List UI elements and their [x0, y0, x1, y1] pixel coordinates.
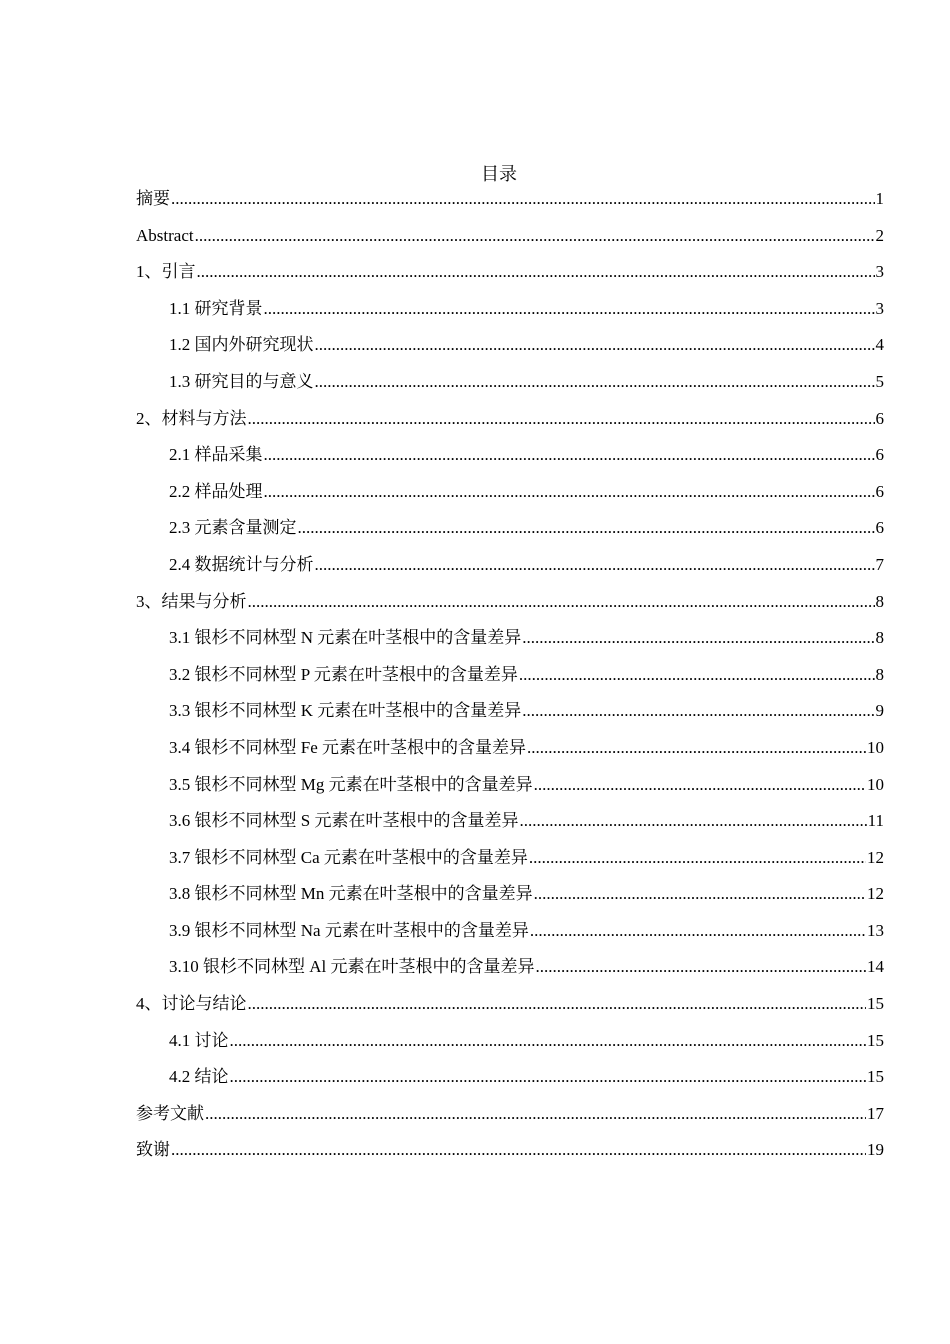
toc-entry-label: 4.2 结论 — [169, 1067, 229, 1087]
toc-entry[interactable] — [136, 370, 884, 407]
toc-entry-label: 3.5 银杉不同林型 Mg 元素在叶茎根中的含量差异 — [169, 774, 533, 794]
toc-entry[interactable] — [136, 773, 884, 810]
dot-leader — [315, 553, 875, 577]
dot-leader — [315, 370, 875, 394]
toc-entry-page-number: 17 — [867, 1103, 884, 1123]
dot-leader — [195, 224, 875, 248]
toc-entry[interactable] — [136, 1029, 884, 1066]
toc-entry[interactable] — [136, 1138, 884, 1175]
toc-entry-page-number: 14 — [867, 957, 884, 977]
dot-leader — [264, 297, 875, 321]
toc-title: 目录 — [481, 164, 517, 184]
toc-entry-page-number: 11 — [867, 811, 884, 831]
toc-entry-label: 1.2 国内外研究现状 — [169, 335, 314, 355]
toc-entry[interactable] — [136, 626, 884, 663]
dot-leader — [298, 516, 875, 540]
dot-leader — [264, 443, 875, 467]
toc-entry-label: 致谢 — [136, 1140, 170, 1160]
toc-entry[interactable] — [136, 699, 884, 736]
toc-entry-page-number: 10 — [867, 774, 884, 794]
dot-leader — [530, 919, 866, 943]
dot-leader — [171, 187, 875, 211]
toc-entry[interactable] — [136, 992, 884, 1029]
toc-entry-label: Abstract — [136, 225, 194, 245]
dot-leader — [230, 1029, 867, 1053]
toc-entry[interactable] — [136, 590, 884, 627]
toc-entry-page-number: 15 — [867, 1067, 884, 1087]
toc-entry[interactable] — [136, 333, 884, 370]
toc-entry[interactable] — [136, 553, 884, 590]
toc-entry-page-number: 13 — [867, 920, 884, 940]
toc-entry[interactable] — [136, 516, 884, 553]
toc-entry-page-number: 2 — [875, 225, 884, 245]
toc-entry-page-number: 8 — [875, 628, 884, 648]
toc-entry-label: 4、讨论与结论 — [136, 994, 247, 1014]
toc-entry-label: 2.2 样品处理 — [169, 481, 263, 501]
toc-entry-page-number: 6 — [875, 518, 884, 538]
toc-entry-label: 1.1 研究背景 — [169, 298, 263, 318]
toc-entry-page-number: 3 — [875, 298, 884, 318]
dot-leader — [519, 809, 866, 833]
toc-entry[interactable] — [136, 736, 884, 773]
toc-entry[interactable] — [136, 955, 884, 992]
toc-entry-label: 4.1 讨论 — [169, 1030, 229, 1050]
dot-leader — [205, 1102, 866, 1126]
toc-entry-page-number: 7 — [875, 554, 884, 574]
toc-entry-label: 3.9 银杉不同林型 Na 元素在叶茎根中的含量差异 — [169, 920, 529, 940]
toc-entry-label: 2.3 元素含量测定 — [169, 518, 297, 538]
dot-leader — [315, 333, 875, 357]
toc-entry[interactable] — [136, 1065, 884, 1102]
dot-leader — [197, 260, 875, 284]
dot-leader — [248, 407, 875, 431]
dot-leader — [536, 955, 867, 979]
toc-entry-label: 1、引言 — [136, 262, 196, 282]
toc-entry[interactable] — [136, 443, 884, 480]
toc-entry-label: 3.4 银杉不同林型 Fe 元素在叶茎根中的含量差异 — [169, 737, 526, 757]
toc-entry-label: 3.6 银杉不同林型 S 元素在叶茎根中的含量差异 — [169, 811, 519, 831]
toc-entry-page-number: 6 — [875, 445, 884, 465]
toc-entry-label: 2.4 数据统计与分析 — [169, 554, 314, 574]
toc-entry-label: 3.7 银杉不同林型 Ca 元素在叶茎根中的含量差异 — [169, 847, 528, 867]
toc-entry[interactable] — [136, 882, 884, 919]
toc-entry[interactable] — [136, 1102, 884, 1139]
toc-entry[interactable] — [136, 663, 884, 700]
toc-entry-page-number: 6 — [875, 481, 884, 501]
toc-entry-label: 参考文献 — [136, 1103, 204, 1123]
dot-leader — [171, 1138, 866, 1162]
dot-leader — [522, 626, 874, 650]
toc-entry-page-number: 1 — [875, 189, 884, 208]
toc-entry-page-number: 3 — [875, 262, 884, 282]
toc-entry[interactable] — [136, 260, 884, 297]
toc-entry-label: 3.3 银杉不同林型 K 元素在叶茎根中的含量差异 — [169, 701, 522, 721]
toc-entry-page-number: 15 — [867, 994, 884, 1014]
toc-entry-page-number: 5 — [875, 371, 884, 391]
dot-leader — [534, 882, 866, 906]
toc-entry-label: 3、结果与分析 — [136, 591, 247, 611]
toc-entry-page-number: 8 — [875, 591, 884, 611]
toc-entry-page-number: 9 — [875, 701, 884, 721]
dot-leader — [522, 699, 874, 723]
toc-entry-page-number: 12 — [867, 847, 884, 867]
toc-entry-page-number: 19 — [867, 1140, 884, 1160]
toc-entry-page-number: 15 — [867, 1030, 884, 1050]
toc-entry[interactable] — [136, 297, 884, 334]
toc-entry[interactable] — [136, 187, 884, 224]
table-of-contents — [136, 187, 884, 1175]
toc-entry-page-number: 6 — [875, 408, 884, 428]
dot-leader — [519, 663, 875, 687]
toc-entry[interactable] — [136, 480, 884, 517]
dot-leader — [527, 736, 866, 760]
toc-entry-page-number: 8 — [875, 664, 884, 684]
dot-leader — [264, 480, 875, 504]
toc-entry-page-number: 4 — [875, 335, 884, 355]
dot-leader — [230, 1065, 867, 1089]
toc-entry[interactable] — [136, 407, 884, 444]
toc-entry-label: 2、材料与方法 — [136, 408, 247, 428]
toc-entry[interactable] — [136, 846, 884, 883]
dot-leader — [529, 846, 866, 870]
toc-entry-label: 2.1 样品采集 — [169, 445, 263, 465]
toc-entry-label: 3.2 银杉不同林型 P 元素在叶茎根中的含量差异 — [169, 664, 518, 684]
toc-entry-page-number: 12 — [867, 884, 884, 904]
toc-entry[interactable] — [136, 224, 884, 261]
toc-entry-label: 3.10 银杉不同林型 Al 元素在叶茎根中的含量差异 — [169, 957, 535, 977]
toc-entry-page-number: 10 — [867, 737, 884, 757]
toc-entry-label: 摘要 — [136, 189, 170, 208]
toc-entry-label: 3.8 银杉不同林型 Mn 元素在叶茎根中的含量差异 — [169, 884, 533, 904]
dot-leader — [534, 773, 866, 797]
toc-entry[interactable] — [136, 809, 884, 846]
toc-entry[interactable] — [136, 919, 884, 956]
dot-leader — [248, 992, 867, 1016]
toc-entry-label: 3.1 银杉不同林型 N 元素在叶茎根中的含量差异 — [169, 628, 522, 648]
toc-entry-label: 1.3 研究目的与意义 — [169, 371, 314, 391]
dot-leader — [248, 590, 875, 614]
